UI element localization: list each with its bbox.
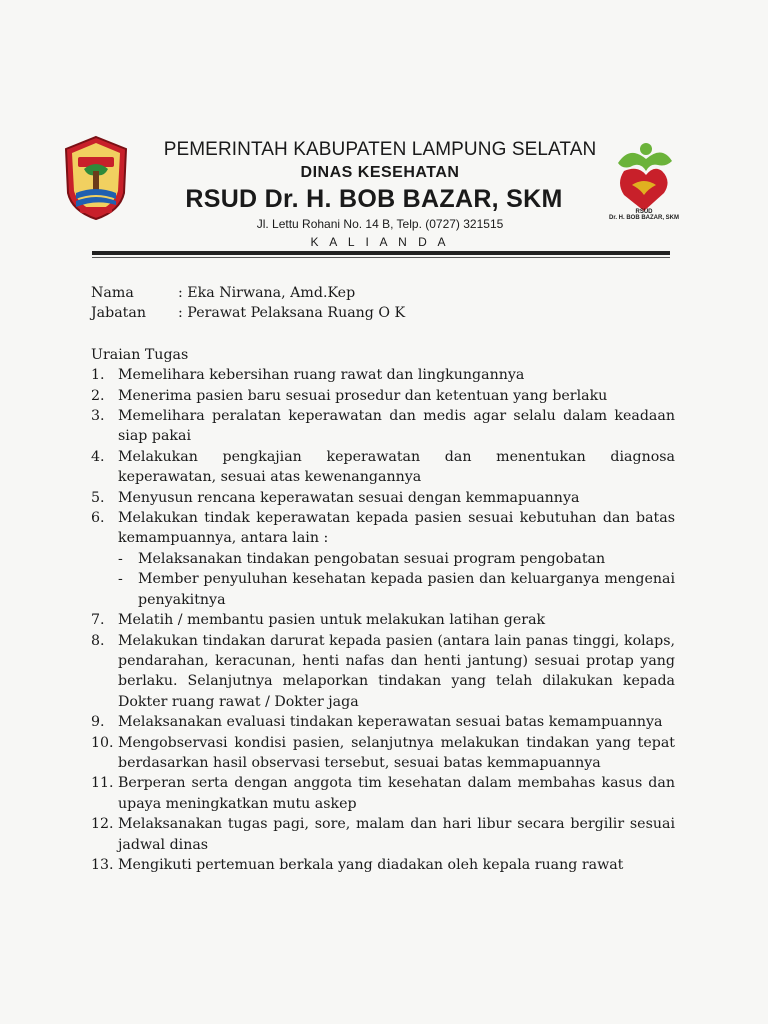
duty-number: 8.	[91, 632, 105, 649]
list-item	[91, 406, 675, 447]
name-value: : Eka Nirwana, Amd.Kep	[178, 285, 356, 301]
list-item	[118, 549, 675, 569]
duty-number: 2.	[91, 387, 105, 404]
duty-text: Melaksanakan tugas pagi, sore, malam dan hari libur secara bergilir sesuai jadwal dinas	[118, 816, 675, 853]
duty-number: 10.	[91, 734, 114, 751]
hospital-logo-caption-bottom: Dr. H. BOB BAZAR, SKM	[608, 215, 679, 221]
subitem-dash: -	[118, 550, 123, 567]
letterhead-government: PEMERINTAH KABUPATEN LAMPUNG SELATAN	[163, 139, 597, 160]
position-value: : Perawat Pelaksana Ruang O K	[178, 305, 406, 322]
duty-number: 3.	[91, 408, 105, 425]
list-item	[91, 447, 675, 488]
duty-number: 9.	[91, 714, 105, 731]
subitem-text: Member penyuluhan kesehatan kepada pasien dan keluarganya mengenai penyakitnya	[138, 571, 675, 608]
hospital-logo-icon	[610, 137, 676, 217]
subitem-dash: -	[118, 571, 123, 588]
duty-text: Melakukan pengkajian keperawatan dan menentukan diagnosa keperawatan, sesuai atas kewenangannya	[118, 448, 675, 486]
duty-text: Melaksanakan evaluasi tindakan keperawatan sesuai batas kemampuannya	[118, 714, 663, 731]
duty-subitems	[118, 549, 675, 610]
duty-text: Menerima pasien baru sesuai prosedur dan ketentuan yang berlaku	[118, 387, 608, 404]
list-item	[91, 712, 675, 732]
duty-number: 6.	[91, 510, 105, 527]
letterhead-divider-thick	[92, 251, 670, 255]
duty-text: Memelihara kebersihan ruang rawat dan lingkungannya	[118, 367, 525, 384]
duty-content	[118, 508, 675, 610]
duty-number: 5.	[91, 489, 105, 506]
regency-emblem-icon	[62, 135, 130, 221]
hospital-logo-caption	[604, 209, 684, 221]
list-item	[91, 365, 675, 385]
duty-number: 1.	[91, 367, 105, 384]
duties-title: Uraian Tugas	[91, 346, 189, 363]
duty-number: 7.	[91, 612, 105, 629]
letterhead-city: K A L I A N D A	[310, 235, 450, 249]
duty-text: Melatih / membantu pasien untuk melakukan latihan gerak	[118, 612, 546, 629]
hospital-logo-caption-top: RSUD	[635, 209, 653, 215]
duty-number: 12.	[91, 816, 114, 833]
letterhead-department: DINAS KESEHATAN	[300, 164, 460, 181]
duty-text: Melakukan tindak keperawatan kepada pasien sesuai kebutuhan dan batas kemampuannya, antara lain :	[118, 510, 675, 547]
duty-text: Melakukan tindakan darurat kepada pasien (antara lain panas tinggi, kolaps, pendarahan, keracunan, henti nafas dan henti jantung) sesuai protap yang berlaku. Selanjutnya melaporkan tindakan yang telah dilakukan kepada Dokter ruang rawat / Dokter jaga	[118, 632, 675, 710]
subitem-text: Melaksanakan tindakan pengobatan sesuai program pengobatan	[138, 550, 606, 567]
position-row	[91, 303, 675, 323]
duty-number: 13.	[91, 856, 114, 873]
duties-list	[91, 365, 675, 875]
letterhead-address: Jl. Lettu Rohani No. 14 B, Telp. (0727) 321515	[256, 217, 504, 231]
list-item	[91, 733, 675, 774]
letterhead-hospital-name: RSUD Dr. H. BOB BAZAR, SKM	[185, 185, 563, 213]
list-item	[91, 386, 675, 406]
letterhead-divider-thin	[92, 257, 670, 258]
list-item	[91, 855, 675, 875]
position-label: Jabatan	[91, 305, 146, 322]
document-body	[91, 283, 675, 875]
duty-number: 11.	[91, 775, 114, 792]
letterhead	[140, 138, 620, 251]
list-item	[91, 814, 675, 855]
duty-text: Mengobservasi kondisi pasien, selanjutnya melakukan tindakan yang tepat berdasarkan hasil observasi tersebut, sesuai batas kemmapuannya	[118, 734, 675, 771]
duty-text: Berperan serta dengan anggota tim kesehatan dalam membahas kasus dan upaya meningkatkan mutu askep	[118, 775, 675, 812]
list-item	[91, 488, 675, 508]
duty-text: Memelihara peralatan keperawatan dan medis agar selalu dalam keadaan siap pakai	[118, 408, 675, 445]
duty-text: Menyusun rencana keperawatan sesuai dengan kemmapuannya	[118, 489, 580, 506]
list-item	[91, 610, 675, 630]
name-label: Nama	[91, 285, 134, 301]
duty-text: Mengikuti pertemuan berkala yang diadakan oleh kepala ruang rawat	[118, 856, 624, 873]
list-item	[118, 569, 675, 610]
name-row	[91, 283, 675, 303]
list-item	[91, 508, 675, 610]
list-item	[91, 773, 675, 814]
duty-number: 4.	[91, 448, 105, 465]
list-item	[91, 631, 675, 713]
